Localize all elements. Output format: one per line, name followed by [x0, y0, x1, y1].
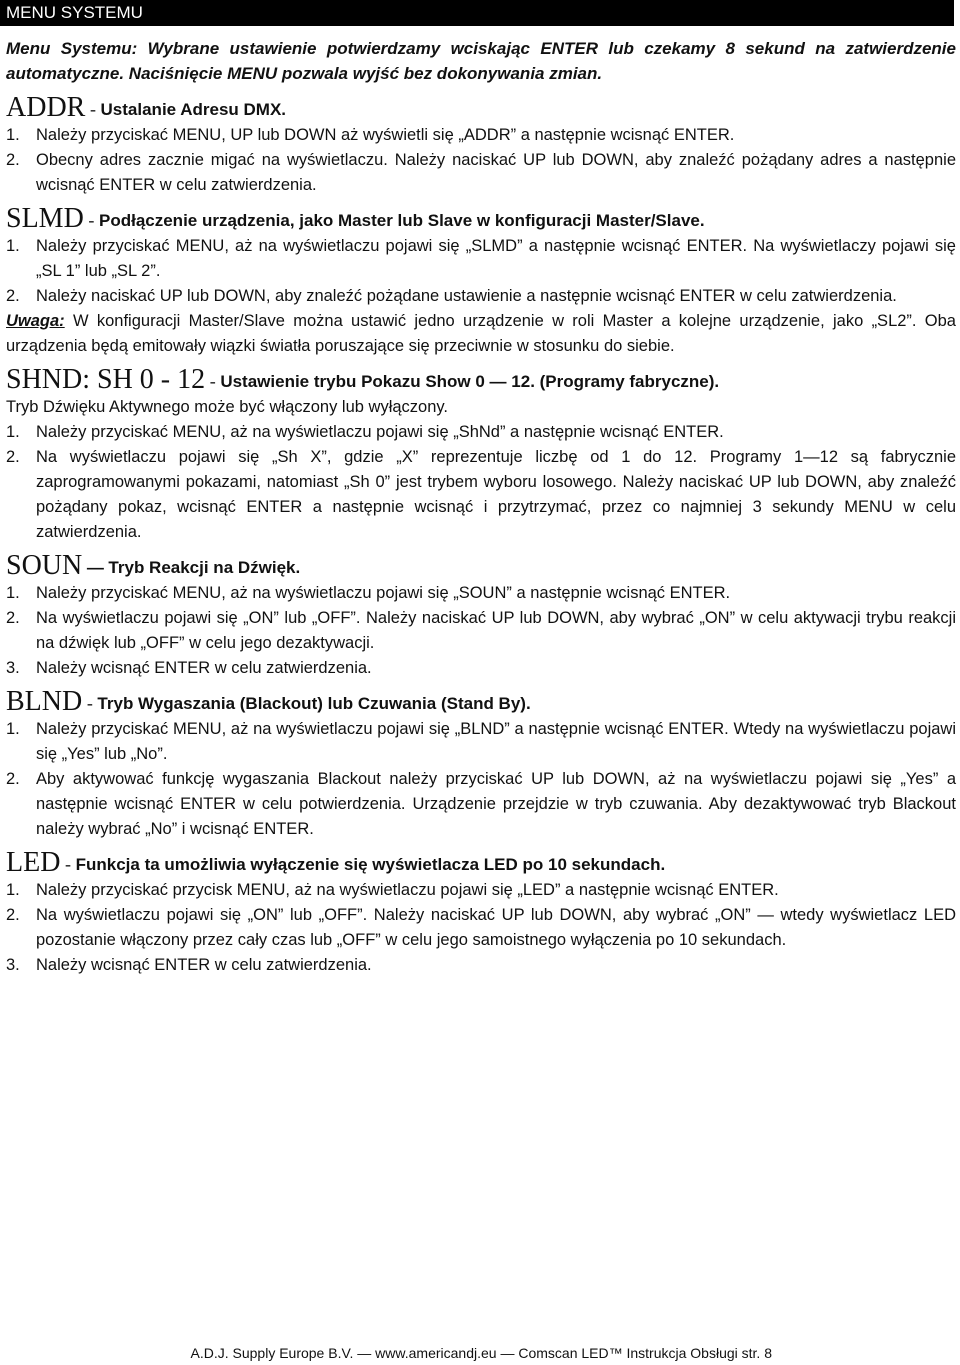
section-title: Ustalanie Adresu DMX.	[100, 100, 287, 119]
item-number: 1.	[6, 881, 20, 899]
list-item	[6, 717, 956, 767]
section-blnd	[6, 686, 956, 842]
list-item	[6, 123, 956, 148]
item-number: 2.	[6, 906, 20, 924]
intro-paragraph: Menu Systemu: Wybrane ustawienie potwierdzamy wciskając ENTER lub czekamy 8 sekund na zatwierdzenie automatyczne. Naciśnięcie MENU pozwala wyjść bez dokonywania zmian.	[6, 39, 956, 83]
item-number: 2.	[6, 609, 20, 627]
section-dash: -	[88, 210, 95, 230]
list-item	[6, 284, 956, 309]
list-item	[6, 420, 956, 445]
section-heading	[6, 686, 956, 717]
item-number: 2.	[6, 287, 20, 305]
section-heading	[6, 364, 956, 395]
item-number: 2.	[6, 770, 20, 788]
section-dash: -	[86, 693, 93, 713]
item-text: Należy wcisnąć ENTER w celu zatwierdzenia.	[36, 956, 372, 974]
item-number: 1.	[6, 423, 20, 441]
note-paragraph	[6, 309, 956, 359]
section-slmd	[6, 203, 956, 359]
section-title: Ustawienie trybu Pokazu Show 0 — 12. (Programy fabryczne).	[220, 372, 720, 391]
header-title: MENU SYSTEMU	[6, 3, 143, 22]
list-item	[6, 148, 956, 198]
list-item	[6, 445, 956, 545]
section-shnd	[6, 364, 956, 545]
section-soun	[6, 550, 956, 681]
section-title: Funkcja ta umożliwia wyłączenie się wyświetlacza LED po 10 sekundach.	[75, 855, 666, 874]
document-body	[6, 36, 956, 978]
list-item	[6, 878, 956, 903]
item-number: 1.	[6, 237, 20, 255]
item-text: Należy wcisnąć ENTER w celu zatwierdzenia.	[36, 659, 372, 677]
list-item	[6, 953, 956, 978]
section-heading	[6, 550, 956, 581]
section-code: SLMD	[6, 203, 84, 234]
footer-text: A.D.J. Supply Europe B.V. — www.americandj.eu — Comscan LED™ Instrukcja Obsługi str. 8	[190, 1345, 772, 1361]
section-dash: -	[65, 854, 72, 874]
item-number: 2.	[6, 151, 20, 169]
section-code: ADDR	[6, 92, 86, 123]
section-code: SOUN	[6, 550, 83, 581]
section-dash: -	[89, 99, 96, 119]
item-number: 2.	[6, 448, 20, 466]
item-text: Należy naciskać UP lub DOWN, aby znaleźć pożądane ustawienie a następnie wcisnąć ENTER w celu zatwierdzenia.	[36, 287, 897, 305]
page-footer	[191, 1345, 773, 1361]
item-text: Należy przyciskać MENU, UP lub DOWN aż wyświetli się „ADDR” a następnie wcisnąć ENTER.	[36, 126, 735, 144]
item-number: 1.	[6, 126, 20, 144]
list-item	[6, 581, 956, 606]
section-heading	[6, 203, 956, 234]
list-item	[6, 656, 956, 681]
section-dash: -	[209, 371, 216, 391]
section-code: BLND	[6, 686, 83, 717]
item-text: Na wyświetlaczu pojawi się „Sh X”, gdzie „X” reprezentuje liczbę od 1 do 12. Programy 1—12 są fabrycznie zaprogramowanymi pokazami, natomiast „Sh 0” jest trybem wyboru losowego. Należy naciskać UP lub DOWN, aby znaleźć pożądany pokaz, wcisnąć ENTER a następnie wcisnąć i przytrzymać, przez co najmniej 3 sekundy MENU w celu zatwierdzenia.	[36, 448, 956, 541]
item-number: 1.	[6, 720, 20, 738]
section-heading	[6, 92, 956, 123]
item-text: Aby aktywować funkcję wygaszania Blackout należy przyciskać UP lub DOWN, aż na wyświetlaczu pojawi się „Yes” a następnie wcisnąć ENTER w celu potwierdzenia. Urządzenie przejdzie w tryb czuwania. Aby dezaktywować tryb Blackout należy wybrać „No” i wcisnąć ENTER.	[36, 770, 956, 838]
list-item	[6, 234, 956, 284]
list-item	[6, 903, 956, 953]
item-text: Na wyświetlaczu pojawi się „ON” lub „OFF”. Należy naciskać UP lub DOWN, aby wybrać „ON” — wtedy wyświetlacz LED pozostanie włączony przez cały czas lub „OFF” w celu jego samoistnego wyłączenia po 10 sekundach.	[36, 906, 956, 949]
section-code: LED	[6, 847, 61, 878]
section-title: Podłączenie urządzenia, jako Master lub Slave w konfiguracji Master/Slave.	[98, 211, 705, 230]
item-text: Na wyświetlaczu pojawi się „ON” lub „OFF”. Należy naciskać UP lub DOWN, aby wybrać „ON” w celu aktywacji trybu reakcji na dźwięk lub „OFF” w celu jego dezaktywacji.	[36, 609, 956, 652]
item-text: Należy przyciskać przycisk MENU, aż na wyświetlaczu pojawi się „LED” a następnie wcisnąć ENTER.	[36, 881, 779, 899]
note-label: Uwaga:	[6, 312, 65, 330]
section-code: SHND: SH 0 - 12	[6, 364, 206, 395]
list-item	[6, 767, 956, 842]
item-number: 3.	[6, 659, 20, 677]
section-addr	[6, 92, 956, 198]
section-intro: Tryb Dźwięku Aktywnego może być włączony lub wyłączony.	[6, 398, 449, 416]
item-text: Obecny adres zacznie migać na wyświetlaczu. Należy naciskać UP lub DOWN, aby znaleźć pożądany adres a następnie wcisnąć ENTER w celu zatwierdzenia.	[36, 151, 956, 194]
section-title: Tryb Wygaszania (Blackout) lub Czuwania (Stand By).	[97, 694, 531, 713]
section-title: Tryb Reakcji na Dźwięk.	[108, 558, 301, 577]
item-number: 1.	[6, 584, 20, 602]
list-item	[6, 606, 956, 656]
item-text: Należy przyciskać MENU, aż na wyświetlaczu pojawi się „BLND” a następnie wcisnąć ENTER. Wtedy na wyświetlaczu pojawi się „Yes” lub „No”.	[36, 720, 956, 763]
section-heading	[6, 847, 956, 878]
item-text: Należy przyciskać MENU, aż na wyświetlaczu pojawi się „ShNd” a następnie wcisnąć ENTER.	[36, 423, 724, 441]
note-text: W konfiguracji Master/Slave można ustawić jedno urządzenie w roli Master a kolejne urządzenie, jako „SL2”. Oba urządzenia będą emitowały wiązki światła poruszające się przeciwnie w stosunku do siebie.	[6, 312, 956, 355]
section-header-bar	[0, 0, 954, 26]
item-text: Należy przyciskać MENU, aż na wyświetlaczu pojawi się „SOUN” a następnie wcisnąć ENTER.	[36, 584, 731, 602]
item-number: 3.	[6, 956, 20, 974]
item-text: Należy przyciskać MENU, aż na wyświetlaczu pojawi się „SLMD” a następnie wcisnąć ENTER. Na wyświetlaczy pojawi się „SL 1” lub „SL 2”.	[36, 237, 956, 280]
section-led	[6, 847, 956, 978]
section-dash: —	[86, 558, 104, 577]
